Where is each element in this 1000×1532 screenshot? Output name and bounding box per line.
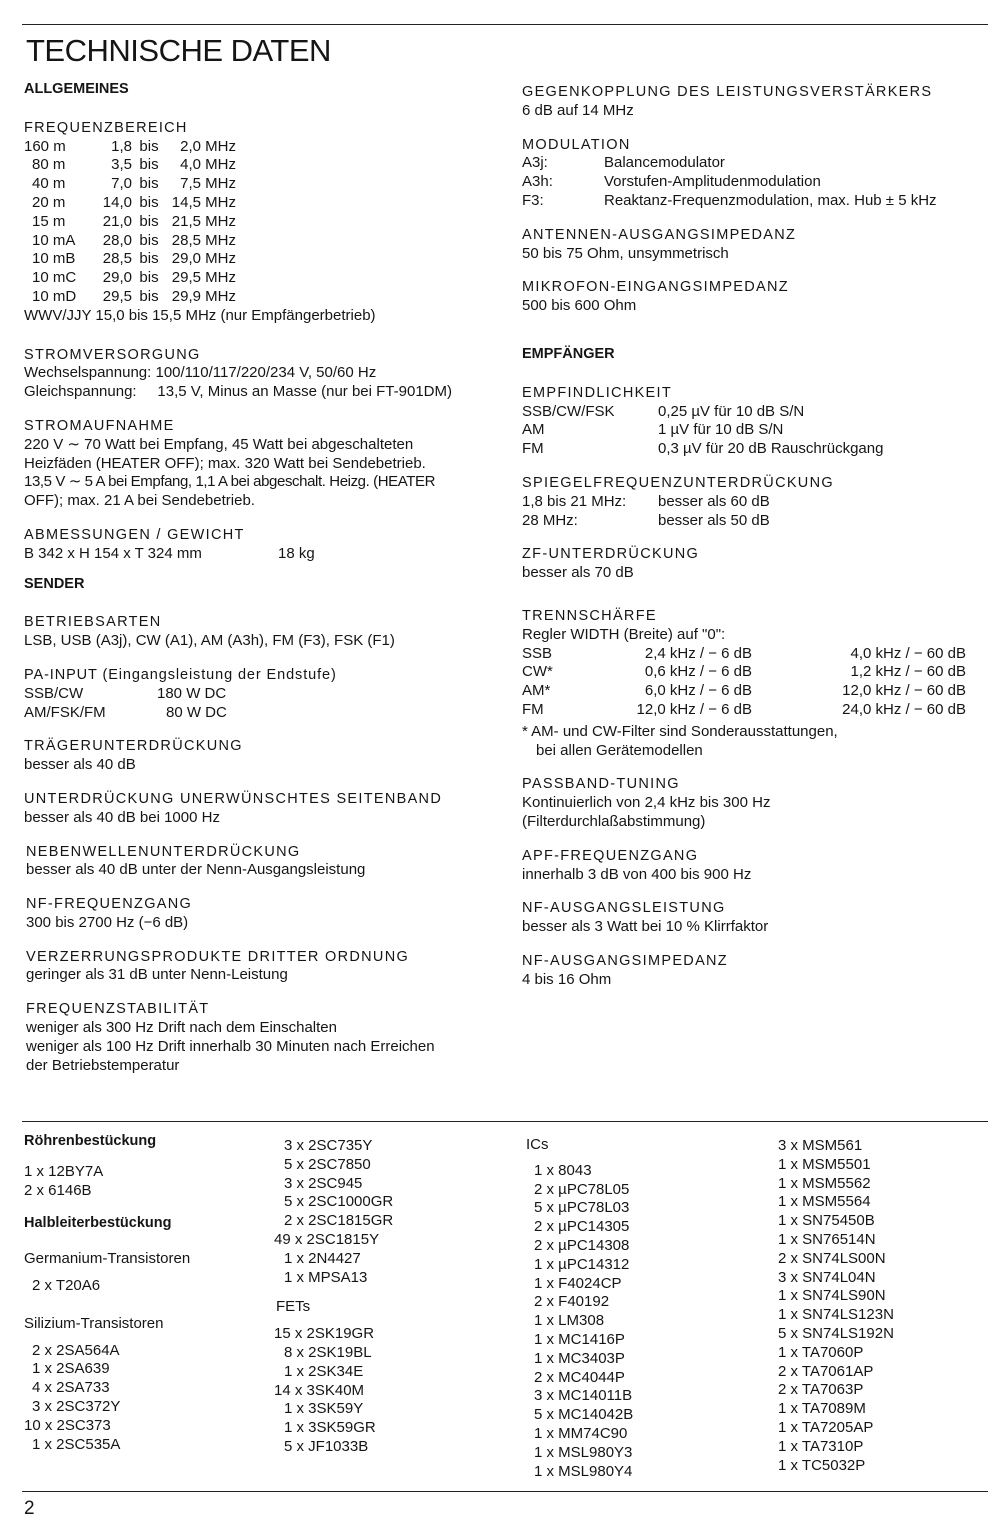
pa-row: SSB/CW 180 W DC [24, 684, 227, 702]
middle-rule [22, 1121, 988, 1122]
betrieb-value: LSB, USB (A3j), CW (A1), AM (A3h), FM (F3), FSK (F1) [24, 632, 395, 650]
spiegel-row: 1,8 bis 21 MHz: besser als 60 dB [522, 492, 770, 510]
empf-row: FM 0,3 µV für 20 dB Rauschrückgang [522, 440, 884, 458]
nfa-value: besser als 3 Watt bei 10 % Klirrfaktor [522, 918, 769, 936]
ant-value: 50 bis 75 Ohm, unsymmetrisch [522, 244, 729, 262]
roehren-item: 2 x 6146B [24, 1181, 92, 1199]
fet-item: 8 x 2SK19BL [284, 1343, 372, 1361]
silizium-item: 1 x 2SC535A [32, 1435, 121, 1453]
trenn-row: CW* 0,6 kHz / − 6 dB 1,2 kHz / − 60 dB [522, 663, 966, 681]
ic-item: 2 x µPC78L05 [534, 1180, 630, 1198]
strom-line: Wechselspannung: 100/110/117/220/234 V, 50/60 Hz [24, 364, 377, 382]
freq-row: 20 m 14,0 bis 14,5 MHz [32, 193, 236, 211]
ic-item: 2 x F40192 [534, 1293, 610, 1311]
pass-heading: PASSBAND-TUNING [522, 776, 680, 793]
empf-row: SSB/CW/FSK 0,25 µV für 10 dB S/N [522, 402, 805, 420]
nf-value: 300 bis 2700 Hz (−6 dB) [26, 913, 189, 931]
verz-heading: VERZERRUNGSPRODUKTE DRITTER ORDNUNG [26, 948, 410, 965]
strom-heading: STROMVERSORGUNG [24, 346, 201, 363]
section-allgemeines: ALLGEMEINES [24, 81, 129, 97]
ic-item: 5 x MC14042B [534, 1406, 634, 1424]
ic-item: 1 x F4024CP [534, 1274, 622, 1292]
zf-value: besser als 70 dB [522, 564, 634, 582]
pass-line: Kontinuierlich von 2,4 kHz bis 300 Hz [522, 794, 771, 812]
ic-item: 5 x SN74LS192N [778, 1324, 894, 1342]
ic-item: 1 x SN74LS90N [778, 1287, 886, 1305]
transistor-item: 49 x 2SC1815Y [274, 1230, 380, 1248]
ic-item: 1 x LM308 [534, 1312, 605, 1330]
mik-heading: MIKROFON-EINGANGSIMPEDANZ [522, 279, 789, 296]
freq-heading: FREQUENZBEREICH [24, 119, 188, 136]
mod-heading: MODULATION [522, 136, 631, 153]
aufnahme-line: Heizfäden (HEATER OFF); max. 320 Watt bei Sendebetrieb. [24, 454, 426, 472]
left-column [24, 80, 494, 1075]
seitenband-value: besser als 40 dB bei 1000 Hz [24, 808, 220, 826]
halbleiter-heading: Halbleiterbestückung [24, 1215, 172, 1232]
traeger-value: besser als 40 dB [24, 756, 136, 774]
spiegel-heading: SPIEGELFREQUENZUNTERDRÜCKUNG [522, 474, 834, 491]
ic-item: 1 x µPC14312 [534, 1255, 630, 1273]
silizium-item: 3 x 2SC372Y [32, 1397, 121, 1415]
ic-item: 1 x MC1416P [534, 1330, 625, 1348]
empf-row: AM 1 µV für 10 dB S/N [522, 421, 784, 439]
page-title: TECHNISCHE DATEN [26, 33, 331, 68]
transistor-item: 5 x 2SC7850 [284, 1155, 371, 1173]
aufnahme-line: OFF); max. 21 A bei Sendebetrieb. [24, 492, 255, 510]
fet-list [274, 1325, 494, 1457]
ic-item: 1 x MSL980Y4 [534, 1462, 633, 1480]
bottom-col-transistors [274, 1137, 494, 1457]
roehren-heading: Röhrenbestückung [24, 1133, 157, 1149]
fet-item: 14 x 3SK40M [274, 1381, 365, 1399]
bottom-col-ics [526, 1136, 756, 1481]
page-number: 2 [24, 1498, 35, 1519]
ic-item: 3 x SN74L04N [778, 1268, 876, 1286]
ic-item: 1 x TC5032P [778, 1456, 866, 1474]
ic-item: 2 x µPC14305 [534, 1218, 630, 1236]
germanium-heading: Germanium-Transistoren [24, 1250, 191, 1268]
zf-heading: ZF-UNTERDRÜCKUNG [522, 546, 700, 563]
nfi-heading: NF-AUSGANGSIMPEDANZ [522, 952, 728, 969]
silizium-list [24, 1342, 264, 1455]
strom-line: Gleichspannung: 13,5 V, Minus an Masse (nur bei FT-901DM) [24, 383, 452, 401]
bottom-rule [22, 1491, 988, 1492]
ic-item: 3 x MC14011B [534, 1387, 633, 1405]
freq-wwv: WWV/JJY 15,0 bis 15,5 MHz (nur Empfängerbetrieb) [24, 306, 376, 324]
transistor-item: 3 x 2SC735Y [284, 1137, 373, 1154]
empf-heading: EMPFINDLICHKEIT [522, 384, 673, 401]
gegen-value: 6 dB auf 14 MHz [522, 101, 634, 119]
mik-value: 500 bis 600 Ohm [522, 297, 637, 315]
mod-row: F3: Reaktanz-Frequenzmodulation, max. Hub ± 5 kHz [522, 191, 937, 209]
section-empfaenger: EMPFÄNGER [522, 345, 615, 362]
ic-item: 2 x MC4044P [534, 1368, 625, 1386]
ic-item: 1 x MSM5564 [778, 1193, 871, 1211]
ic-item: 1 x MSL980Y3 [534, 1443, 633, 1461]
nfa-heading: NF-AUSGANGSLEISTUNG [522, 900, 726, 917]
ic-item: 1 x MM74C90 [534, 1424, 628, 1442]
ic-item: 2 x µPC14308 [534, 1236, 630, 1254]
ic-item: 1 x SN75450B [778, 1212, 875, 1230]
ic-item: 1 x MSM5501 [778, 1155, 871, 1173]
freq-row: 10 mC 29,0 bis 29,5 MHz [32, 269, 236, 287]
stab-heading: FREQUENZSTABILITÄT [26, 1001, 210, 1018]
germanium-item: 2 x T20A6 [32, 1276, 101, 1294]
traeger-heading: TRÄGERUNTERDRÜCKUNG [24, 738, 243, 755]
mod-row: A3h: Vorstufen-Amplitudenmodulation [522, 173, 821, 191]
apf-value: innerhalb 3 dB von 400 bis 900 Hz [522, 865, 752, 883]
freq-row: 40 m 7,0 bis 7,5 MHz [32, 175, 236, 193]
ic-item: 2 x SN74LS00N [778, 1249, 886, 1267]
abm-heading: ABMESSUNGEN / GEWICHT [24, 526, 245, 543]
nfi-value: 4 bis 16 Ohm [522, 970, 612, 988]
ic-item: 1 x SN74LS123N [778, 1306, 894, 1324]
ic-item: 1 x 8043 [534, 1161, 592, 1179]
apf-heading: APF-FREQUENZGANG [522, 847, 699, 864]
aufnahme-line: 13,5 V ∼ 5 A bei Empfang, 1,1 A bei abgeschalt. Heizg. (HEATER [24, 473, 436, 491]
aufnahme-heading: STROMAUFNAHME [24, 417, 175, 434]
trenn-row: SSB 2,4 kHz / − 6 dB 4,0 kHz / − 60 dB [522, 644, 966, 662]
fets-heading: FETs [276, 1298, 311, 1316]
ic-item: 5 x µPC78L03 [534, 1199, 630, 1217]
ic-list [526, 1162, 756, 1482]
nebenwellen-heading: NEBENWELLENUNTERDRÜCKUNG [26, 843, 301, 860]
gegen-heading: GEGENKOPPLUNG DES LEISTUNGSVERSTÄRKERS [522, 84, 933, 100]
silizium-item: 1 x 2SA639 [32, 1360, 110, 1378]
ic-item: 1 x TA7310P [778, 1437, 864, 1455]
trenn-row: FM 12,0 kHz / − 6 dB 24,0 kHz / − 60 dB [522, 700, 966, 718]
aufnahme-line: 220 V ∼ 70 Watt bei Empfang, 45 Watt bei abgeschalteten [24, 435, 414, 453]
ic-item: 1 x TA7089M [778, 1400, 866, 1418]
freq-row: 10 mA 28,0 bis 28,5 MHz [32, 231, 236, 249]
ic-item: 2 x TA7061AP [778, 1362, 874, 1380]
silizium-heading: Silizium-Transistoren [24, 1314, 164, 1332]
freq-row: 80 m 3,5 bis 4,0 MHz [32, 156, 236, 174]
roehren-item: 1 x 12BY7A [24, 1162, 104, 1180]
bottom-col-roehren [24, 1132, 264, 1454]
silizium-item: 2 x 2SA564A [32, 1341, 120, 1359]
ic-item: 3 x MSM561 [778, 1137, 863, 1154]
freq-row: 10 mB 28,5 bis 29,0 MHz [32, 250, 236, 268]
pass-line: (Filterdurchlaßabstimmung) [522, 812, 706, 830]
verz-value: geringer als 31 dB unter Nenn-Leistung [26, 966, 288, 984]
freq-table [24, 138, 494, 326]
stab-line: weniger als 100 Hz Drift innerhalb 30 Minuten nach Erreichen [26, 1037, 435, 1055]
section-sender: SENDER [24, 575, 85, 592]
bottom-col-ics-2 [778, 1137, 978, 1475]
trenn-note: bei allen Gerätemodellen [536, 741, 703, 759]
ic-item: 2 x TA7063P [778, 1381, 864, 1399]
trenn-sub: Regler WIDTH (Breite) auf "0": [522, 625, 726, 643]
silizium-item: 10 x 2SC373 [24, 1416, 111, 1434]
silizium-item: 4 x 2SA733 [32, 1379, 110, 1397]
top-rule [22, 24, 988, 25]
ic-item: 1 x SN76514N [778, 1230, 876, 1248]
ic-item: 1 x TA7205AP [778, 1418, 874, 1436]
abm-row [24, 545, 494, 564]
transistor-item: 1 x 2N4427 [284, 1249, 361, 1267]
trenn-row: AM* 6,0 kHz / − 6 dB 12,0 kHz / − 60 dB [522, 682, 966, 700]
pa-row: AM/FSK/FM 80 W DC [24, 703, 227, 721]
ic-item: 1 x MSM5562 [778, 1174, 871, 1192]
transistor-item: 2 x 2SC1815GR [284, 1212, 394, 1230]
fet-item: 5 x JF1033B [284, 1437, 369, 1455]
seitenband-heading: UNTERDRÜCKUNG UNERWÜNSCHTES SEITENBAND [24, 790, 443, 807]
ic-item: 1 x MC3403P [534, 1349, 625, 1367]
transistor-item: 3 x 2SC945 [284, 1174, 363, 1192]
freq-row: 10 mD 29,5 bis 29,9 MHz [32, 287, 236, 305]
trenn-note: * AM- und CW-Filter sind Sonderausstattungen, [522, 722, 838, 740]
trenn-heading: TRENNSCHÄRFE [522, 607, 657, 624]
nebenwellen-value: besser als 40 dB unter der Nenn-Ausgangsleistung [26, 861, 366, 879]
transistor-item: 1 x MPSA13 [284, 1268, 368, 1286]
fet-item: 1 x 3SK59GR [284, 1419, 376, 1437]
stab-line: weniger als 300 Hz Drift nach dem Einschalten [26, 1019, 337, 1037]
abm-value: B 342 x H 154 x T 324 mm [24, 544, 202, 562]
fet-item: 15 x 2SK19GR [274, 1325, 375, 1343]
right-column [522, 83, 970, 989]
freq-row: 15 m 21,0 bis 21,5 MHz [32, 212, 236, 230]
stab-line: der Betriebstemperatur [26, 1056, 180, 1074]
abm-weight: 18 kg [278, 544, 315, 562]
fet-item: 1 x 3SK59Y [284, 1400, 364, 1418]
ant-heading: ANTENNEN-AUSGANGSIMPEDANZ [522, 226, 797, 243]
pa-heading: PA-INPUT (Eingangsleistung der Endstufe) [24, 666, 337, 683]
nf-heading: NF-FREQUENZGANG [26, 896, 193, 913]
fet-item: 1 x 2SK34E [284, 1362, 364, 1380]
transistor-item: 5 x 2SC1000GR [284, 1193, 394, 1211]
freq-row: 160 m 1,8 bis 2,0 MHz [24, 137, 236, 155]
ics-heading: ICs [526, 1136, 549, 1153]
ic-item: 1 x TA7060P [778, 1343, 864, 1361]
betrieb-heading: BETRIEBSARTEN [24, 614, 162, 631]
spiegel-row: 28 MHz: besser als 50 dB [522, 511, 770, 529]
mod-row: A3j: Balancemodulator [522, 154, 725, 172]
